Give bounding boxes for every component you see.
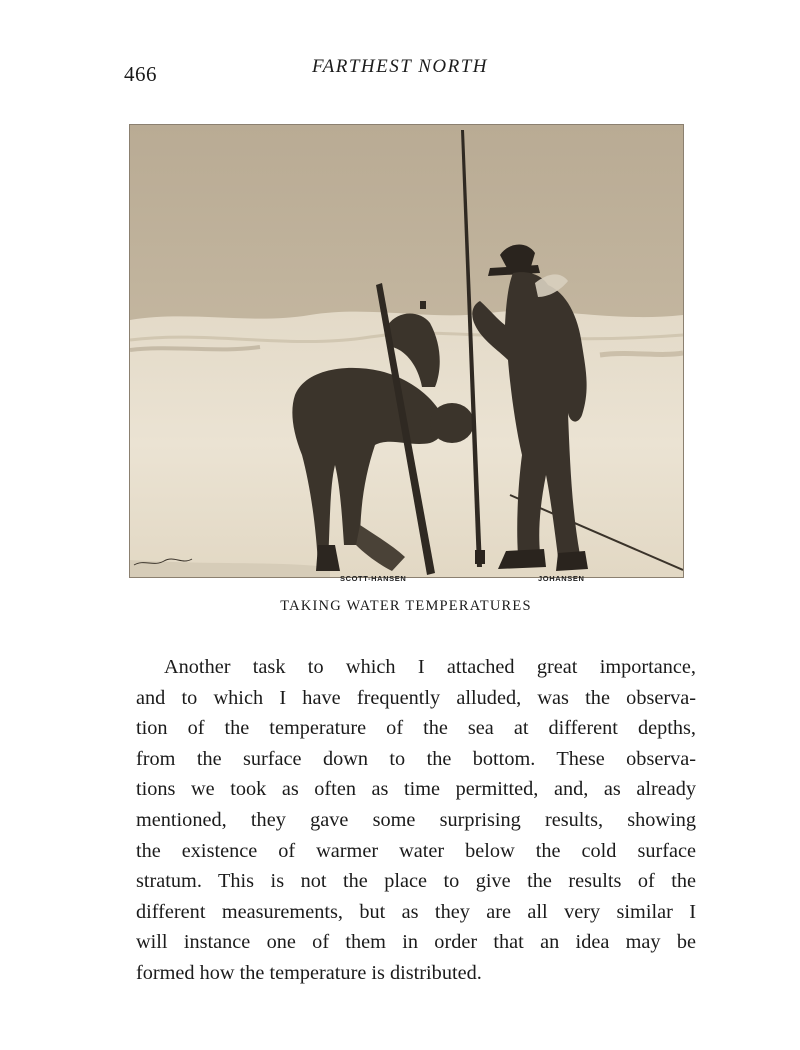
body-line: and to which I have frequently alluded, was the observa- [136, 686, 696, 709]
figure-caption: TAKING WATER TEMPERATURES [280, 598, 532, 614]
photograph-plate [129, 124, 684, 578]
body-line: Another task to which I attached great importance, [164, 656, 696, 678]
body-line: tion of the temperature of the sea at different depths, [136, 717, 696, 740]
body-line: stratum. This is not the place to give the results of the [136, 870, 696, 893]
figure-label-right: JOHANSEN [538, 574, 585, 583]
running-title: FARTHEST NORTH [311, 56, 489, 77]
body-line: tions we took as often as time permitted, and, as already [136, 778, 696, 801]
body-line: from the surface down to the bottom. These observa- [136, 747, 696, 770]
body-line: will instance one of them in order that an idea may be [136, 931, 696, 954]
body-line: different measurements, but as they are all very similar I [136, 900, 696, 923]
body-line: the existence of warmer water below the cold surface [136, 839, 696, 862]
body-paragraph [136, 652, 696, 989]
page-number: 466 [124, 62, 157, 86]
body-line: mentioned, they gave some surprising results, showing [136, 808, 696, 831]
photograph-image [130, 125, 683, 577]
body-line: formed how the temperature is distributed. [136, 961, 482, 984]
figure-label-left: SCOTT-HANSEN [340, 574, 407, 583]
